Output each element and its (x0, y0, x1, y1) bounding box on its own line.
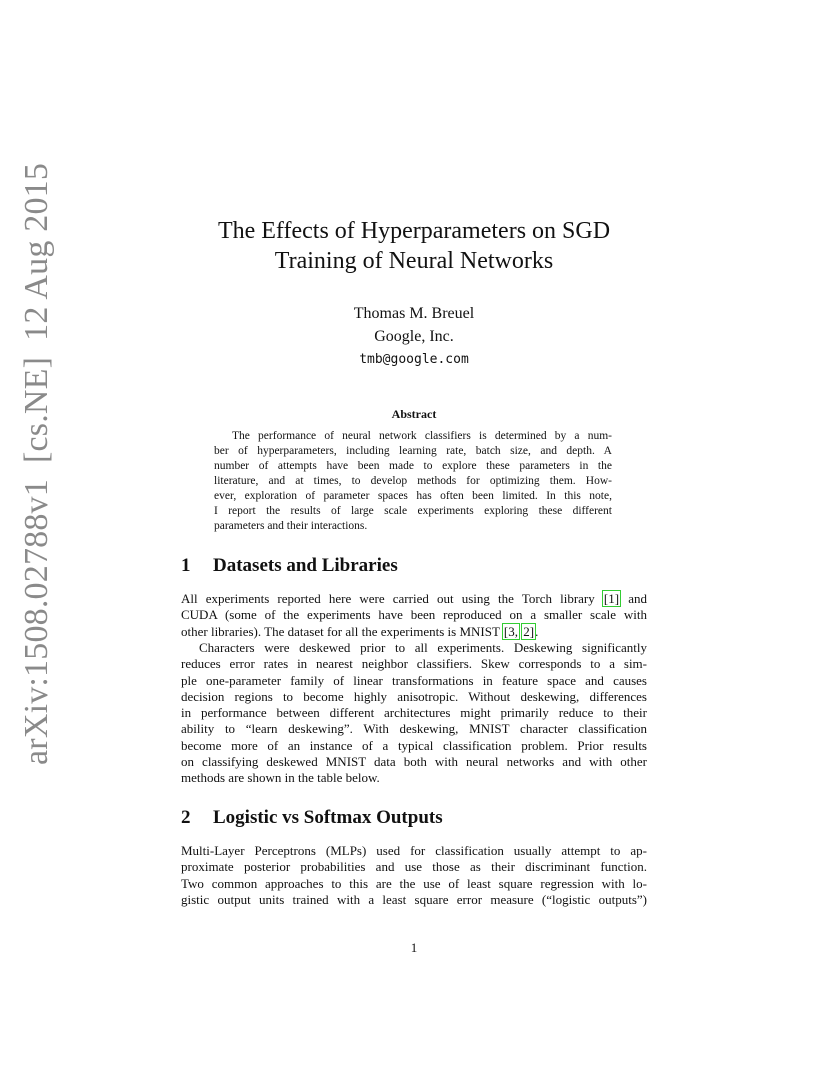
section-2-title: Logistic vs Softmax Outputs (213, 807, 443, 828)
body-line: in performance between different architectures might primarily reduce to their (181, 705, 647, 721)
body-text-run: and (620, 591, 647, 606)
abstract-line: number of attempts have been made to explore these parameters in the (214, 460, 612, 472)
section-1-heading (181, 555, 398, 577)
body-line: gistic output units trained with a least square error measure (“logistic outputs”) (181, 891, 647, 907)
body-text-run: . (535, 623, 539, 639)
body-line: proximate posterior probabilities and use those as their discriminant function. (181, 859, 647, 875)
section-2-heading (181, 807, 443, 829)
citation-link-3[interactable]: [3, (503, 623, 518, 639)
section-1-title: Datasets and Libraries (213, 555, 398, 576)
body-line (181, 591, 647, 607)
body-line: Characters were deskewed prior to all experiments. Deskewing significantly (199, 640, 647, 655)
paper-title (0, 216, 828, 276)
author-affiliation: Google, Inc. (374, 328, 454, 345)
section-2-paragraph-1 (181, 843, 647, 908)
body-line: methods are shown in the table below. (181, 770, 380, 786)
arxiv-id: arXiv:1508.02788v1 (18, 479, 55, 765)
body-line: Multi-Layer Perceptrons (MLPs) used for classification usually attempt to ap- (181, 843, 647, 858)
abstract-line: The performance of neural network classifiers is determined by a num- (232, 430, 612, 442)
body-line: reduces error rates in nearest neighbor classifiers. Skew corresponds to a sim- (181, 656, 647, 672)
section-1-paragraph-2 (181, 640, 647, 787)
paper-title-line-2: Training of Neural Networks (274, 248, 554, 274)
paper-title-line-1: The Effects of Hyperparameters on SGD (217, 218, 611, 244)
abstract-line: parameters and their interactions. (214, 520, 368, 532)
body-line: CUDA (some of the experiments have been reproduced on a smaller scale with (181, 607, 647, 623)
body-line (181, 624, 647, 640)
section-1-paragraph-1 (181, 591, 647, 640)
body-text-run: other libraries). The dataset for all the experiments is MNIST (181, 623, 503, 639)
abstract-line: literature, and at times, to develop methods for optimizing them. How- (214, 475, 612, 487)
page-number: 1 (410, 940, 418, 955)
abstract-line: I report the results of large scale experiments exploring these different (214, 505, 612, 517)
body-line: ability to “learn deskewing”. With deskewing, MNIST character classification (181, 721, 647, 737)
author-email: tmb@google.com (359, 352, 469, 367)
abstract-line: ever, exploration of parameter spaces has often been limited. In this note, (214, 490, 612, 502)
arxiv-category: [cs.NE] (18, 356, 55, 464)
abstract-heading: Abstract (391, 407, 437, 421)
citation-link-1[interactable]: [1] (603, 591, 620, 606)
abstract-line: ber of hyperparameters, including learning rate, batch size, and depth. A (214, 445, 612, 457)
author-name: Thomas M. Breuel (353, 305, 475, 322)
body-line: ple one-parameter family of linear transformations in feature space and causes (181, 672, 647, 688)
author-block (0, 302, 828, 371)
section-1-number: 1 (181, 555, 191, 576)
body-line: decision regions to become highly anisotropic. Without deskewing, differences (181, 688, 647, 704)
body-line: Two common approaches to this are the use of least square regression with lo- (181, 875, 647, 891)
body-line: on classifying deskewed MNIST data both with neural networks and with other (181, 754, 647, 770)
citation-link-2[interactable]: 2] (523, 623, 535, 639)
body-text-run: All experiments reported here were carried out using the Torch library (181, 591, 603, 606)
arxiv-date: 12 Aug 2015 (18, 162, 55, 341)
abstract-body (214, 429, 612, 534)
section-2-number: 2 (181, 807, 191, 828)
body-line: become more of an instance of a typical classification problem. Prior results (181, 737, 647, 753)
